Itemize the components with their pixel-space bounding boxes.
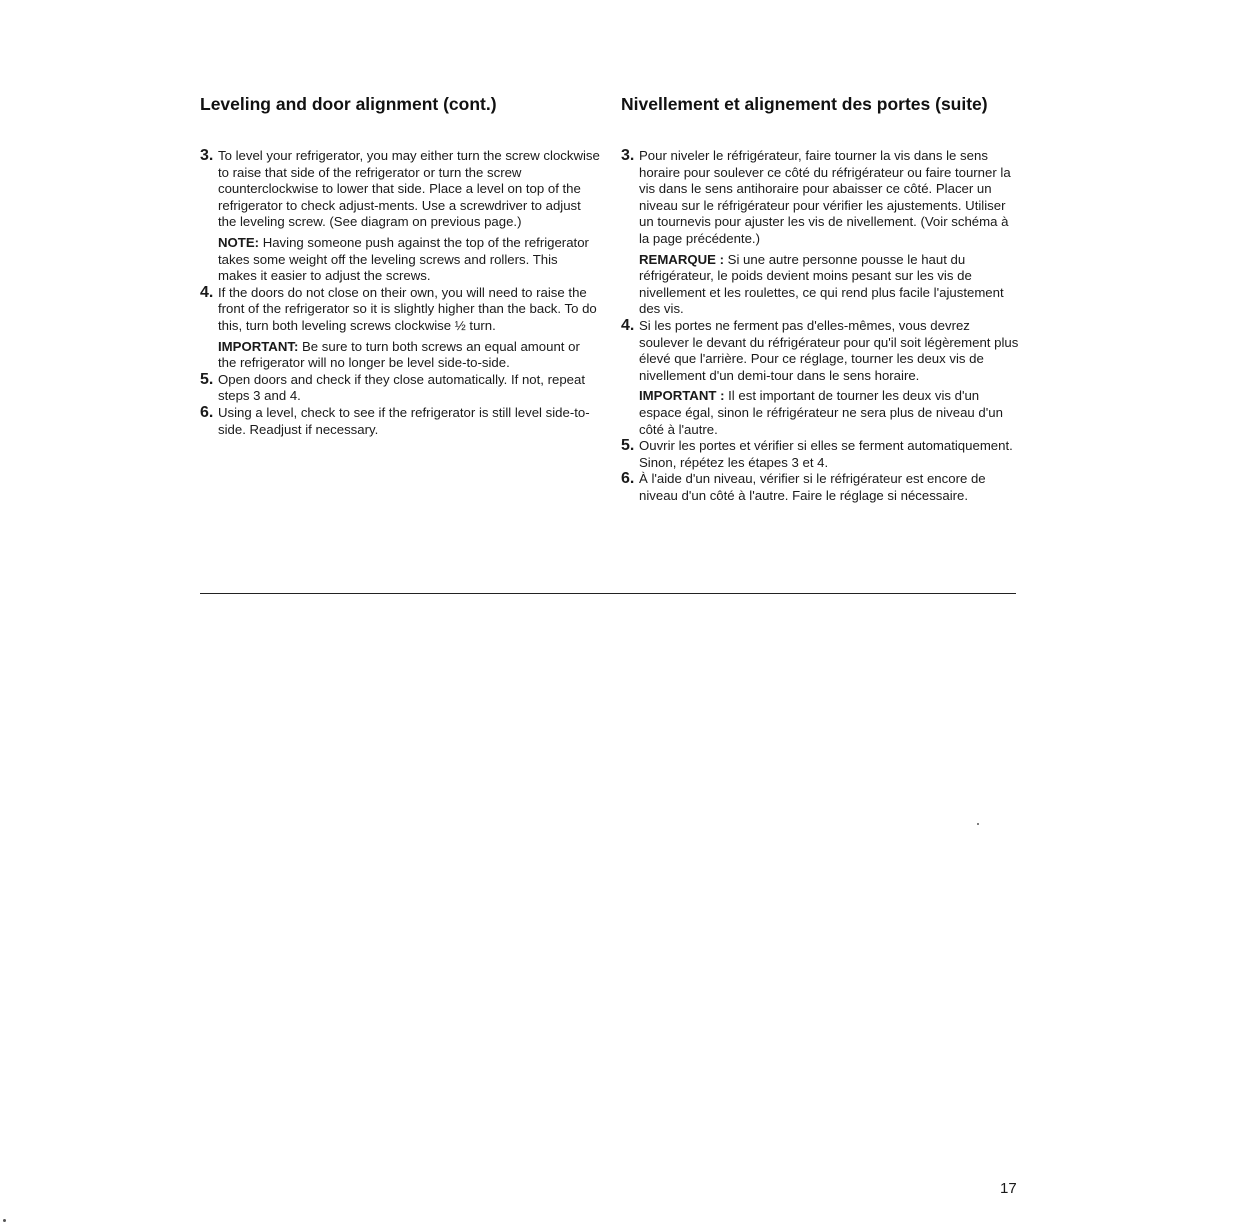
step-text: To level your refrigerator, you may either turn the screw clockwise to raise that side of the refrigerator or turn the screw counterclockwise to lower that side. Place a level on top of the refrigerator to check adjust-ments. Use a screwdriver to adjust the leveling screw. (See diagram on previous page.) bbox=[218, 148, 600, 230]
step-number: 6. bbox=[200, 403, 214, 421]
step-note bbox=[218, 235, 600, 285]
step-text: Si les portes ne ferment pas d'elles-mêmes, vous devrez soulever le devant du réfrigérateur pour qu'il soit légèrement plus élevé que l'arrière. Pour ce réglage, tourner les deux vis de nivellement d'un demi-tour dans le sens horaire. bbox=[639, 317, 1019, 383]
french-step-5 bbox=[621, 438, 1021, 471]
english-step-5 bbox=[200, 372, 600, 405]
french-column bbox=[621, 92, 1021, 504]
note-label: IMPORTANT: bbox=[218, 338, 299, 354]
step-number: 6. bbox=[621, 470, 635, 488]
step-number: 5. bbox=[621, 437, 635, 455]
note-text: Si une autre personne pousse le haut du réfrigérateur, le poids devient moins pesant sur les vis de nivellement et les roulettes, ce qui rend plus facile l'ajustement des vis. bbox=[639, 251, 1004, 317]
english-column bbox=[200, 92, 600, 438]
step-text: Open doors and check if they close automatically. If not, repeat steps 3 and 4. bbox=[218, 371, 586, 404]
english-heading: Leveling and door alignment (cont.) bbox=[200, 94, 497, 114]
step-note bbox=[218, 339, 600, 372]
note-text: Be sure to turn both screws an equal amount or the refrigerator will no longer be level side-to-side. bbox=[218, 338, 580, 371]
french-step-4 bbox=[621, 318, 1021, 438]
step-note bbox=[639, 388, 1021, 438]
english-step-4 bbox=[200, 285, 600, 372]
page-number: 17 bbox=[1000, 1180, 1017, 1197]
section-divider bbox=[200, 593, 1016, 594]
step-number: 3. bbox=[200, 147, 214, 164]
step-note bbox=[639, 252, 1021, 318]
step-text: If the doors do not close on their own, you will need to raise the front of the refrigerator so it is slightly higher than the back. To do this, turn both leveling screws clockwise ½ turn. bbox=[218, 284, 597, 333]
scan-speck bbox=[977, 823, 979, 825]
note-label: REMARQUE : bbox=[639, 251, 724, 267]
step-text: Pour niveler le réfrigérateur, faire tourner la vis dans le sens horaire pour soulever ce côté du réfrigérateur ou faire tourner la vis dans le sens antihoraire pour abaisser ce côté. Placer un niveau sur le réfrigérateur pour vérifier les ajustements. Utiliser un tournevis pour ajuster les vis de nivellement. (Voir schéma à la page précédente.) bbox=[639, 148, 1011, 246]
scan-speck bbox=[3, 1219, 6, 1222]
french-step-6 bbox=[621, 471, 1021, 504]
note-text: Il est important de tourner les deux vis d'un espace égal, sinon le réfrigérateur ne sera plus de niveau d'un côté à l'autre. bbox=[639, 388, 1003, 437]
step-number: 3. bbox=[621, 147, 635, 164]
step-text: Ouvrir les portes et vérifier si elles se ferment automatiquement. Sinon, répétez les étapes 3 et 4. bbox=[639, 438, 1013, 470]
french-step-3 bbox=[621, 148, 1021, 318]
english-step-6 bbox=[200, 405, 600, 438]
note-label: NOTE: bbox=[218, 234, 260, 250]
step-number: 4. bbox=[621, 316, 635, 334]
english-step-3 bbox=[200, 148, 600, 285]
step-text: À l'aide d'un niveau, vérifier si le réfrigérateur est encore de niveau d'un côté à l'autre. Faire le réglage si nécessaire. bbox=[639, 471, 986, 503]
step-number: 5. bbox=[200, 370, 214, 388]
note-label: IMPORTANT : bbox=[639, 388, 725, 404]
step-number: 4. bbox=[200, 283, 214, 301]
french-heading: Nivellement et alignement des portes (suite) bbox=[621, 94, 988, 114]
step-text: Using a level, check to see if the refrigerator is still level side-to-side. Readjust if necessary. bbox=[218, 404, 590, 437]
note-text: Having someone push against the top of the refrigerator takes some weight off the leveling screws and rollers. This makes it easier to adjust the screws. bbox=[218, 234, 589, 284]
